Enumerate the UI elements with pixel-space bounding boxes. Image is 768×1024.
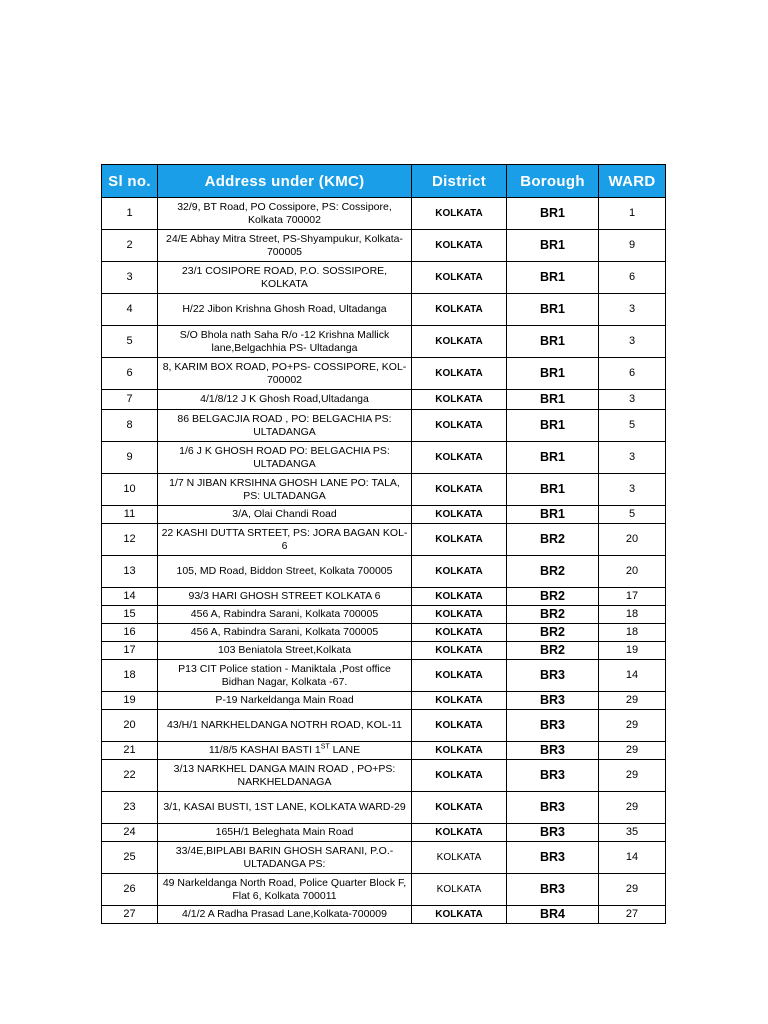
cell-borough: BR1 <box>507 326 599 358</box>
cell-ward: 29 <box>599 692 666 710</box>
cell-ward: 3 <box>599 474 666 506</box>
cell-district: KOLKATA <box>412 230 507 262</box>
cell-sl-no: 16 <box>102 624 158 642</box>
table-row <box>102 506 666 524</box>
cell-district: KOLKATA <box>412 410 507 442</box>
cell-borough: BR1 <box>507 506 599 524</box>
cell-district: KOLKATA <box>412 358 507 390</box>
cell-borough: BR3 <box>507 842 599 874</box>
cell-address: 86 BELGACJIA ROAD , PO: BELGACHIA PS: ULTADANGA <box>158 410 412 442</box>
cell-address: P13 CIT Police station - Maniktala ,Post office Bidhan Nagar, Kolkata -67. <box>158 660 412 692</box>
cell-sl-no: 2 <box>102 230 158 262</box>
cell-address: S/O Bhola nath Saha R/o -12 Krishna Mallick lane,Belgachhia PS- Ultadanga <box>158 326 412 358</box>
cell-address: 22 KASHI DUTTA SRTEET, PS: JORA BAGAN KOL-6 <box>158 524 412 556</box>
cell-district: KOLKATA <box>412 906 507 924</box>
cell-borough: BR3 <box>507 760 599 792</box>
cell-district: KOLKATA <box>412 294 507 326</box>
cell-district: KOLKATA <box>412 760 507 792</box>
cell-borough: BR1 <box>507 390 599 410</box>
table-row <box>102 588 666 606</box>
cell-district: KOLKATA <box>412 660 507 692</box>
cell-ward: 29 <box>599 710 666 742</box>
table-row <box>102 358 666 390</box>
cell-address: 4/1/8/12 J K Ghosh Road,Ultadanga <box>158 390 412 410</box>
cell-ward: 29 <box>599 874 666 906</box>
cell-district: KOLKATA <box>412 556 507 588</box>
cell-borough: BR1 <box>507 474 599 506</box>
table-row <box>102 474 666 506</box>
cell-district: KOLKATA <box>412 842 507 874</box>
cell-address: P-19 Narkeldanga Main Road <box>158 692 412 710</box>
cell-address: 4/1/2 A Radha Prasad Lane,Kolkata-700009 <box>158 906 412 924</box>
table-row <box>102 842 666 874</box>
address-table-container <box>101 164 665 924</box>
cell-address: 43/H/1 NARKHELDANGA NOTRH ROAD, KOL-11 <box>158 710 412 742</box>
cell-address: 3/A, Olai Chandi Road <box>158 506 412 524</box>
table-row <box>102 906 666 924</box>
cell-district: KOLKATA <box>412 198 507 230</box>
cell-address: 103 Beniatola Street,Kolkata <box>158 642 412 660</box>
table-row <box>102 262 666 294</box>
table-row <box>102 326 666 358</box>
cell-ward: 14 <box>599 842 666 874</box>
cell-ward: 6 <box>599 262 666 294</box>
cell-sl-no: 24 <box>102 824 158 842</box>
header-ward: WARD <box>599 165 666 198</box>
cell-ward: 20 <box>599 524 666 556</box>
cell-district: KOLKATA <box>412 390 507 410</box>
cell-sl-no: 7 <box>102 390 158 410</box>
cell-address: 3/13 NARKHEL DANGA MAIN ROAD , PO+PS: NARKHELDANAGA <box>158 760 412 792</box>
table-row <box>102 442 666 474</box>
cell-sl-no: 3 <box>102 262 158 294</box>
cell-borough: BR2 <box>507 524 599 556</box>
header-district: District <box>412 165 507 198</box>
cell-borough: BR3 <box>507 660 599 692</box>
cell-district: KOLKATA <box>412 742 507 760</box>
cell-ward: 19 <box>599 642 666 660</box>
cell-district: KOLKATA <box>412 792 507 824</box>
table-row <box>102 660 666 692</box>
address-superscript: ST <box>320 743 330 751</box>
cell-borough: BR3 <box>507 824 599 842</box>
table-row <box>102 642 666 660</box>
table-row <box>102 692 666 710</box>
table-row <box>102 824 666 842</box>
header-sl-no: Sl no. <box>102 165 158 198</box>
cell-ward: 5 <box>599 506 666 524</box>
cell-address: 456 A, Rabindra Sarani, Kolkata 700005 <box>158 606 412 624</box>
cell-ward: 3 <box>599 390 666 410</box>
cell-borough: BR1 <box>507 358 599 390</box>
cell-ward: 20 <box>599 556 666 588</box>
cell-ward: 1 <box>599 198 666 230</box>
table-row <box>102 760 666 792</box>
cell-sl-no: 9 <box>102 442 158 474</box>
cell-sl-no: 27 <box>102 906 158 924</box>
cell-sl-no: 8 <box>102 410 158 442</box>
cell-district: KOLKATA <box>412 524 507 556</box>
cell-district: KOLKATA <box>412 642 507 660</box>
address-table <box>101 164 666 924</box>
cell-borough: BR2 <box>507 642 599 660</box>
cell-ward: 18 <box>599 606 666 624</box>
cell-district: KOLKATA <box>412 442 507 474</box>
cell-sl-no: 6 <box>102 358 158 390</box>
cell-sl-no: 10 <box>102 474 158 506</box>
cell-address: 105, MD Road, Biddon Street, Kolkata 700005 <box>158 556 412 588</box>
cell-sl-no: 4 <box>102 294 158 326</box>
cell-district: KOLKATA <box>412 824 507 842</box>
cell-ward: 27 <box>599 906 666 924</box>
cell-ward: 18 <box>599 624 666 642</box>
cell-borough: BR1 <box>507 230 599 262</box>
cell-sl-no: 11 <box>102 506 158 524</box>
header-borough: Borough <box>507 165 599 198</box>
cell-sl-no: 15 <box>102 606 158 624</box>
cell-borough: BR3 <box>507 692 599 710</box>
cell-district: KOLKATA <box>412 624 507 642</box>
cell-sl-no: 21 <box>102 742 158 760</box>
cell-district: KOLKATA <box>412 506 507 524</box>
cell-sl-no: 20 <box>102 710 158 742</box>
cell-address: 23/1 COSIPORE ROAD, P.O. SOSSIPORE, KOLKATA <box>158 262 412 294</box>
cell-ward: 3 <box>599 326 666 358</box>
cell-sl-no: 26 <box>102 874 158 906</box>
cell-borough: BR2 <box>507 556 599 588</box>
cell-borough: BR2 <box>507 606 599 624</box>
cell-address: 456 A, Rabindra Sarani, Kolkata 700005 <box>158 624 412 642</box>
address-text: 11/8/5 KASHAI BASTI 1 <box>208 744 321 756</box>
cell-district: KOLKATA <box>412 692 507 710</box>
cell-ward: 9 <box>599 230 666 262</box>
table-row <box>102 792 666 824</box>
cell-borough: BR1 <box>507 442 599 474</box>
table-row <box>102 624 666 642</box>
cell-borough: BR1 <box>507 294 599 326</box>
cell-borough: BR1 <box>507 262 599 294</box>
table-row <box>102 742 666 760</box>
cell-district: KOLKATA <box>412 326 507 358</box>
cell-ward: 29 <box>599 760 666 792</box>
cell-address: 1/7 N JIBAN KRSIHNA GHOSH LANE PO: TALA, PS: ULTADANGA <box>158 474 412 506</box>
cell-district: KOLKATA <box>412 710 507 742</box>
cell-address: 32/9, BT Road, PO Cossipore, PS: Cossipore, Kolkata 700002 <box>158 198 412 230</box>
cell-borough: BR4 <box>507 906 599 924</box>
cell-address: 1/6 J K GHOSH ROAD PO: BELGACHIA PS: ULTADANGA <box>158 442 412 474</box>
cell-sl-no: 14 <box>102 588 158 606</box>
cell-borough: BR1 <box>507 410 599 442</box>
cell-borough: BR1 <box>507 198 599 230</box>
table-row <box>102 198 666 230</box>
cell-address: 8, KARIM BOX ROAD, PO+PS- COSSIPORE, KOL-700002 <box>158 358 412 390</box>
cell-ward: 29 <box>599 792 666 824</box>
table-header-row <box>102 165 666 198</box>
table-row <box>102 524 666 556</box>
cell-ward: 17 <box>599 588 666 606</box>
cell-address: 33/4E,BIPLABI BARIN GHOSH SARANI, P.O.- ULTADANGA PS: <box>158 842 412 874</box>
cell-borough: BR3 <box>507 742 599 760</box>
cell-borough: BR2 <box>507 588 599 606</box>
cell-ward: 29 <box>599 742 666 760</box>
cell-borough: BR3 <box>507 874 599 906</box>
table-row <box>102 230 666 262</box>
cell-address <box>158 742 412 760</box>
cell-address: 93/3 HARI GHOSH STREET KOLKATA 6 <box>158 588 412 606</box>
cell-borough: BR2 <box>507 624 599 642</box>
cell-ward: 3 <box>599 294 666 326</box>
cell-address: 49 Narkeldanga North Road, Police Quarter Block F, Flat 6, Kolkata 700011 <box>158 874 412 906</box>
cell-sl-no: 13 <box>102 556 158 588</box>
cell-sl-no: 5 <box>102 326 158 358</box>
cell-sl-no: 23 <box>102 792 158 824</box>
cell-district: KOLKATA <box>412 606 507 624</box>
cell-sl-no: 1 <box>102 198 158 230</box>
cell-borough: BR3 <box>507 710 599 742</box>
cell-ward: 35 <box>599 824 666 842</box>
cell-sl-no: 18 <box>102 660 158 692</box>
table-row <box>102 410 666 442</box>
cell-district: KOLKATA <box>412 588 507 606</box>
cell-sl-no: 22 <box>102 760 158 792</box>
table-row <box>102 294 666 326</box>
address-text-tail: LANE <box>329 744 361 756</box>
header-address: Address under (KMC) <box>158 165 412 198</box>
cell-sl-no: 17 <box>102 642 158 660</box>
cell-district: KOLKATA <box>412 474 507 506</box>
table-row <box>102 390 666 410</box>
table-row <box>102 710 666 742</box>
cell-sl-no: 19 <box>102 692 158 710</box>
cell-address: 3/1, KASAI BUSTI, 1ST LANE, KOLKATA WARD-29 <box>158 792 412 824</box>
table-body <box>102 198 666 924</box>
cell-sl-no: 25 <box>102 842 158 874</box>
cell-district: KOLKATA <box>412 262 507 294</box>
table-row <box>102 874 666 906</box>
cell-district: KOLKATA <box>412 874 507 906</box>
cell-borough: BR3 <box>507 792 599 824</box>
cell-address: 24/E Abhay Mitra Street, PS-Shyampukur, Kolkata-700005 <box>158 230 412 262</box>
cell-address: 165H/1 Beleghata Main Road <box>158 824 412 842</box>
cell-ward: 5 <box>599 410 666 442</box>
table-row <box>102 556 666 588</box>
cell-sl-no: 12 <box>102 524 158 556</box>
cell-ward: 6 <box>599 358 666 390</box>
table-row <box>102 606 666 624</box>
cell-ward: 3 <box>599 442 666 474</box>
cell-ward: 14 <box>599 660 666 692</box>
cell-address: H/22 Jibon Krishna Ghosh Road, Ultadanga <box>158 294 412 326</box>
